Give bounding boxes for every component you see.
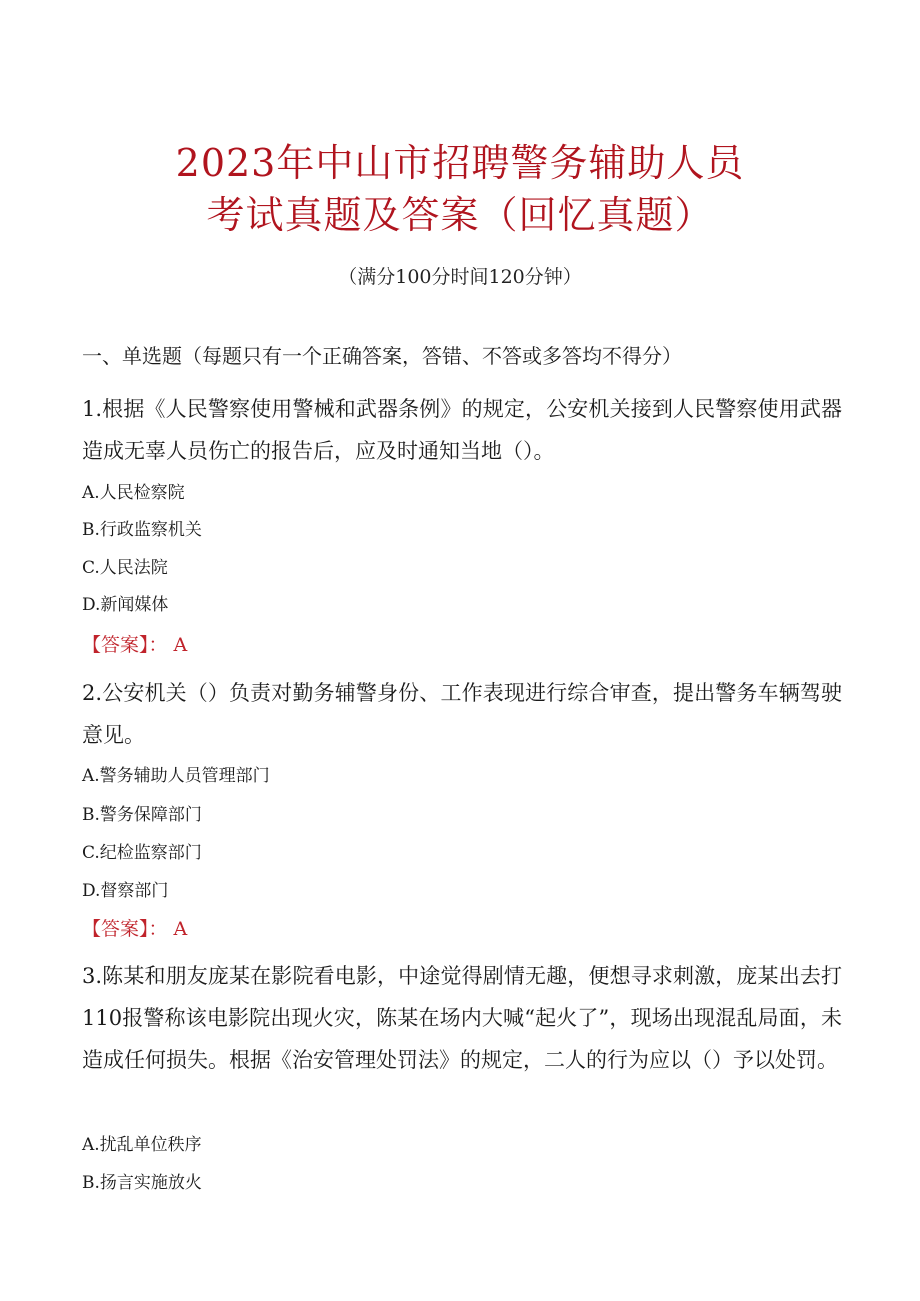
question-1-option-a: A.人民检察院 <box>82 483 185 503</box>
answer-value: A <box>173 634 188 656</box>
question-3-option-a: A.扰乱单位秩序 <box>82 1135 202 1155</box>
answer-label: 【答案】： <box>82 918 168 940</box>
answer-value: A <box>173 918 188 940</box>
question-3-option-b: B.扬言实施放火 <box>82 1173 202 1193</box>
question-1-option-d: D.新闻媒体 <box>82 595 169 615</box>
question-1-answer <box>82 632 187 658</box>
exam-info: （满分100分时间120分钟） <box>338 266 582 288</box>
section-heading: 一、单选题（每题只有一个正确答案，答错、不答或多答均不得分） <box>82 344 682 368</box>
answer-label: 【答案】： <box>82 634 168 656</box>
question-3-text: 3.陈某和朋友庞某在影院看电影，中途觉得剧情无趣，便想寻求刺激，庞某出去打110报警称该电影院出现火灾，陈某在场内大喊“起火了”，现场出现混乱局面，未造成任何损失。根据《治安管理处罚法》的规定，二人的行为应以（）予以处罚。 <box>82 964 842 1072</box>
question-2-option-d: D.督察部门 <box>82 881 169 901</box>
document-title-line-1: 2023年中山市招聘警务辅助人员 <box>175 141 745 185</box>
question-2-text: 2.公安机关（）负责对勤务辅警身份、工作表现进行综合审查，提出警务车辆驾驶意见。 <box>82 681 842 747</box>
question-2-option-b: B.警务保障部门 <box>82 805 202 825</box>
question-1-option-c: C.人民法院 <box>82 558 168 578</box>
document-title-line-2: 考试真题及答案（回忆真题） <box>206 193 714 237</box>
question-1-text: 1.根据《人民警察使用警械和武器条例》的规定，公安机关接到人民警察使用武器造成无辜人员伤亡的报告后，应及时通知当地（）。 <box>82 397 842 463</box>
question-2-option-a: A.警务辅助人员管理部门 <box>82 766 270 786</box>
question-2-option-c: C.纪检监察部门 <box>82 843 202 863</box>
question-2-answer <box>82 916 187 942</box>
question-1-option-b: B.行政监察机关 <box>82 520 202 540</box>
